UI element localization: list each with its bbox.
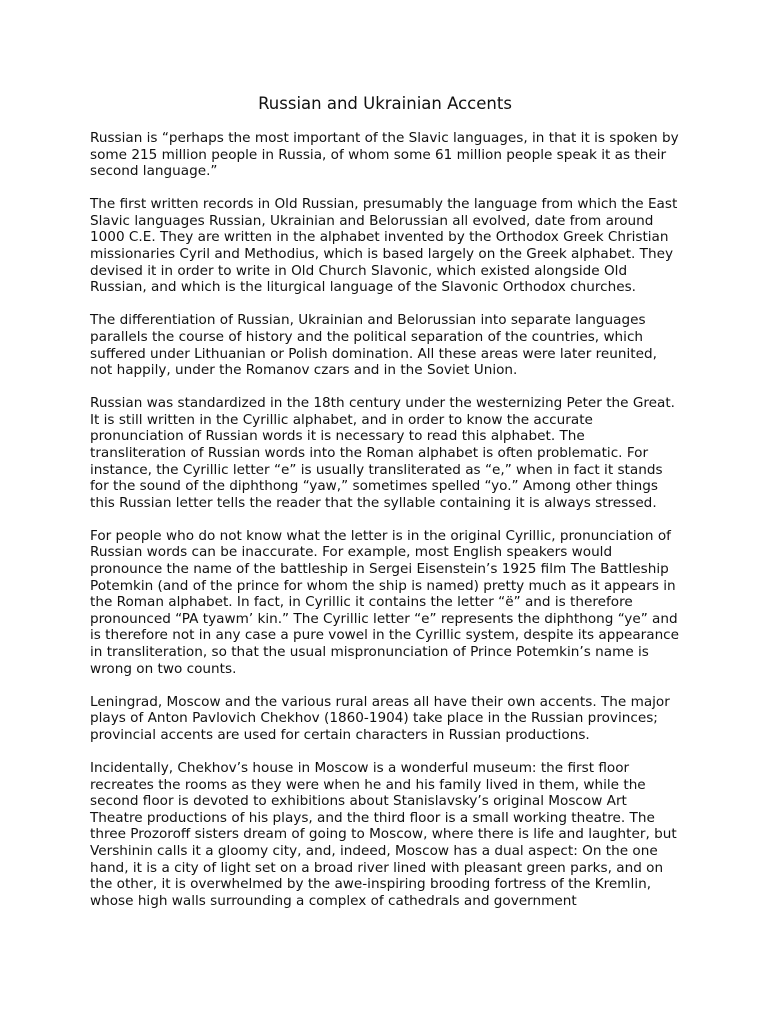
paragraph-5: For people who do not know what the letter is in the original Cyrillic, pronunciation of Russian words can be inaccurate. For example, most English speakers would pronounce the name of the battleship in Sergei Eisenstein’s 1925 film The Battleship Potemkin (and of the prince for whom the ship is named) pretty much as it appears in the Roman alphabet. In fact, in Cyrillic it contains the letter “ë” and is therefore pronounced “PA tyawm’ kin.” The Cyrillic letter “e” represents the diphthong “ye” and is therefore not in any case a pure vowel in the Cyrillic system, despite its appearance in transliteration, so that the usual mispronunciation of Prince Potemkin’s name is wrong on two counts. bbox=[90, 527, 680, 677]
document-page bbox=[90, 94, 680, 926]
document-title: Russian and Ukrainian Accents bbox=[258, 94, 512, 113]
paragraph-3: The differentiation of Russian, Ukrainian and Belorussian into separate languages parallels the course of history and the political separation of the countries, which suffered under Lithuanian or Polish domination. All these areas were later reunited, not happily, under the Romanov czars and in the Soviet Union. bbox=[90, 312, 657, 379]
paragraph-1: Russian is “perhaps the most important of the Slavic languages, in that it is spoken by some 215 million people in Russia, of whom some 61 million people speak it as their second language.” bbox=[90, 130, 679, 180]
paragraph-4: Russian was standardized in the 18th century under the westernizing Peter the Great. It is still written in the Cyrillic alphabet, and in order to know the accurate pronunciation of Russian words it is necessary to read this alphabet. The transliteration of Russian words into the Roman alphabet is often problematic. For instance, the Cyrillic letter “e” is usually transliterated as “e,” when in fact it stands for the sound of the diphthong “yaw,” sometimes spelled “yo.” Among other things this Russian letter tells the reader that the syllable containing it is always stressed. bbox=[90, 395, 676, 511]
paragraph-7: Incidentally, Chekhov’s house in Moscow is a wonderful museum: the first floor recreates the rooms as they were when he and his family lived in them, while the second floor is devoted to exhibitions about Stanislavsky’s original Moscow Art Theatre productions of his plays, and the third floor is a small working theatre. The three Prozoroff sisters dream of going to Moscow, where there is life and laughter, but Vershinin calls it a gloomy city, and, indeed, Moscow has a dual aspect: On the one hand, it is a city of light set on a broad river lined with pleasant green parks, and on the other, it is overwhelmed by the awe-inspiring brooding fortress of the Kremlin, whose high walls surrounding a complex of cathedrals and government bbox=[90, 760, 677, 909]
paragraph-2: The first written records in Old Russian, presumably the language from which the East Slavic languages Russian, Ukrainian and Belorussian all evolved, date from around 1000 C.E. They are written in the alphabet invented by the Orthodox Greek Christian missionaries Cyril and Methodius, which is based largely on the Greek alphabet. They devised it in order to write in Old Church Slavonic, which existed alongside Old Russian, and which is the liturgical language of the Slavonic Orthodox churches. bbox=[90, 196, 678, 296]
paragraph-6: Leningrad, Moscow and the various rural areas all have their own accents. The major plays of Anton Pavlovich Chekhov (1860-1904) take place in the Russian provinces; provincial accents are used for certain characters in Russian productions. bbox=[90, 693, 670, 743]
